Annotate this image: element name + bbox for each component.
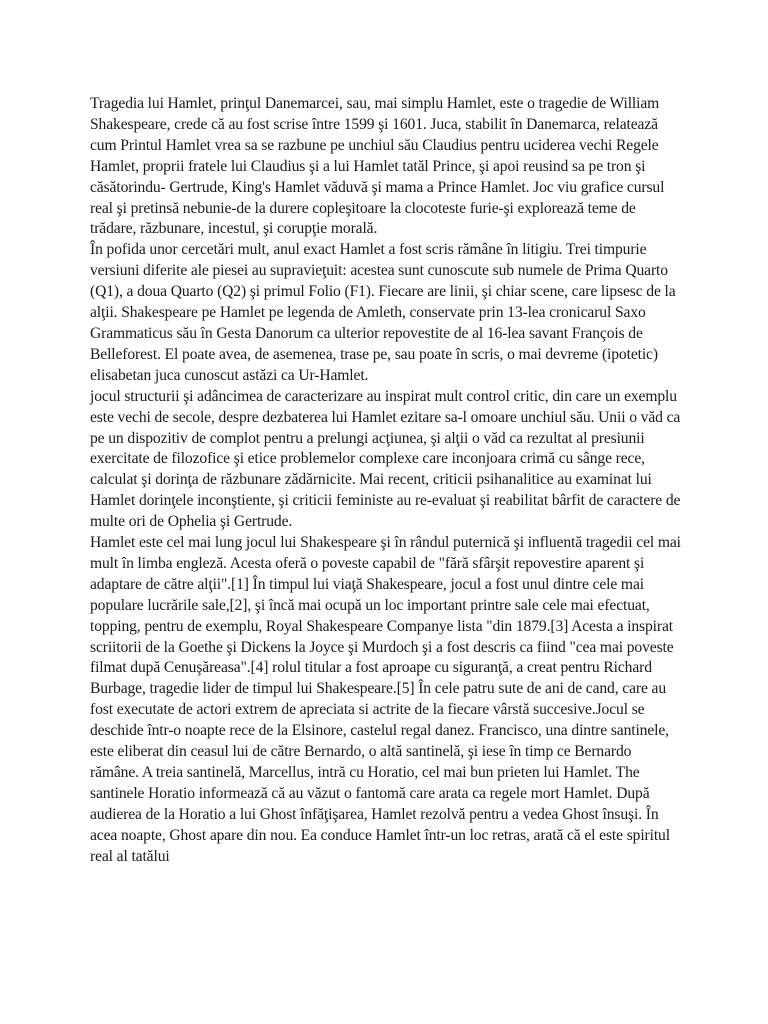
paragraph-2: În pofida unor cercetări mult, anul exact Hamlet a fost scris rămâne în litigiu. Trei timpurie versiuni diferite ale piesei au supravieţuit: acestea sunt cunoscute sub numele de Prima Quarto (Q1), a doua Quarto (Q2) şi primul Folio (F1). Fiecare are linii, şi chiar scene, care lipsesc de la alţii. Shakespeare pe Hamlet pe legenda de Amleth, conservate prin 13-lea cronicarul Saxo Grammaticus său în Gesta Danorum ca ulterior repovestite de al 16-lea savant François de Belleforest. El poate avea, de asemenea, trase pe, sau poate în scris, o mai devreme (ipotetic) elisabetan juca cunoscut astăzi ca Ur-Hamlet. — [90, 241, 676, 384]
paragraph-3: jocul structurii şi adâncimea de caracterizare au inspirat mult control critic, din care un exemplu este vechi de secole, despre dezbaterea lui Hamlet ezitare sa-l omoare unchiul său. Unii o văd ca pe un dispozitiv de complot pentru a prelungi acţiunea, şi alţii o văd ca rezultat al presiunii exercitate de filozofice şi etice problemelor complexe care inconjoara crimă cu sânge rece, calculat şi dorinţa de răzbunare zădărnicite. Mai recent, criticii psihanalitice au examinat lui Hamlet dorinţele inconştiente, şi criticii feministe au re-evaluat şi reabilitat bârfit de caractere de multe ori de Ophelia şi Gertrude. — [90, 387, 681, 531]
paragraph-1: Tragedia lui Hamlet, prinţul Danemarcei, sau, mai simplu Hamlet, este o tragedie de William Shakespeare, crede că au fost scrise între 1599 şi 1601. Juca, stabilit în Danemarca, relatează cum Printul Hamlet vrea sa se razbune pe unchiul său Claudius pentru uciderea vechi Regele Hamlet, proprii fratele lui Claudius şi a lui Hamlet tatăl Prince, şi apoi reusind sa pe tron şi căsătorindu- Gertrude, King's Hamlet văduvă şi mama a Prince Hamlet. Joc viu grafice cursul real şi pretinsă nebunie-de la durere copleşitoare la clocoteste furie-şi explorează teme de trădare, răzbunare, incestul, şi corupţie morală. — [90, 95, 665, 238]
document-page — [90, 94, 684, 868]
paragraph-4: Hamlet este cel mai lung jocul lui Shakespeare şi în rândul puternică şi influentă tragedii cel mai mult în limba engleză. Acesta oferă o poveste capabil de "fără sfârşit repovestire aparent şi adaptare de către alţii".[1] În timpul lui viaţă Shakespeare, jocul a fost unul dintre cele mai populare lucrările sale,[2], şi încă mai ocupă un loc important printre sale cele mai efectuat, topping, pentru de exemplu, Royal Shakespeare Companye lista "din 1879.[3] Acesta a inspirat scriitorii de la Goethe şi Dickens la Joyce şi Murdoch şi a fost descris ca fiind "cea mai poveste filmat după Cenuşăreasa".[4] rolul titular a fost aproape cu siguranţă, a creat pentru Richard Burbage, tragedie lider de timpul lui Shakespeare.[5] În cele patru sute de ani de cand, care au fost executate de actori extrem de apreciata si actrite de la fiecare vârstă succesive.Jocul se deschide într-o noapte rece de la Elsinore, castelul regal danez. Francisco, una dintre santinele, este eliberat din ceasul lui de către Bernardo, o altă santinelă, şi iese în timp ce Bernardo rămâne. A treia santinelă, Marcellus, intră cu Horatio, cel mai bun prieten lui Hamlet. The santinele Horatio informează că au văzut o fantomă care arata ca regele mort Hamlet. După audierea de la Horatio a lui Ghost înfăţişarea, Hamlet rezolvă pentru a vedea Ghost însuşi. În acea noapte, Ghost apare din nou. Ea conduce Hamlet într-un loc retras, arată că el este spiritul real al tatălui — [90, 534, 681, 865]
